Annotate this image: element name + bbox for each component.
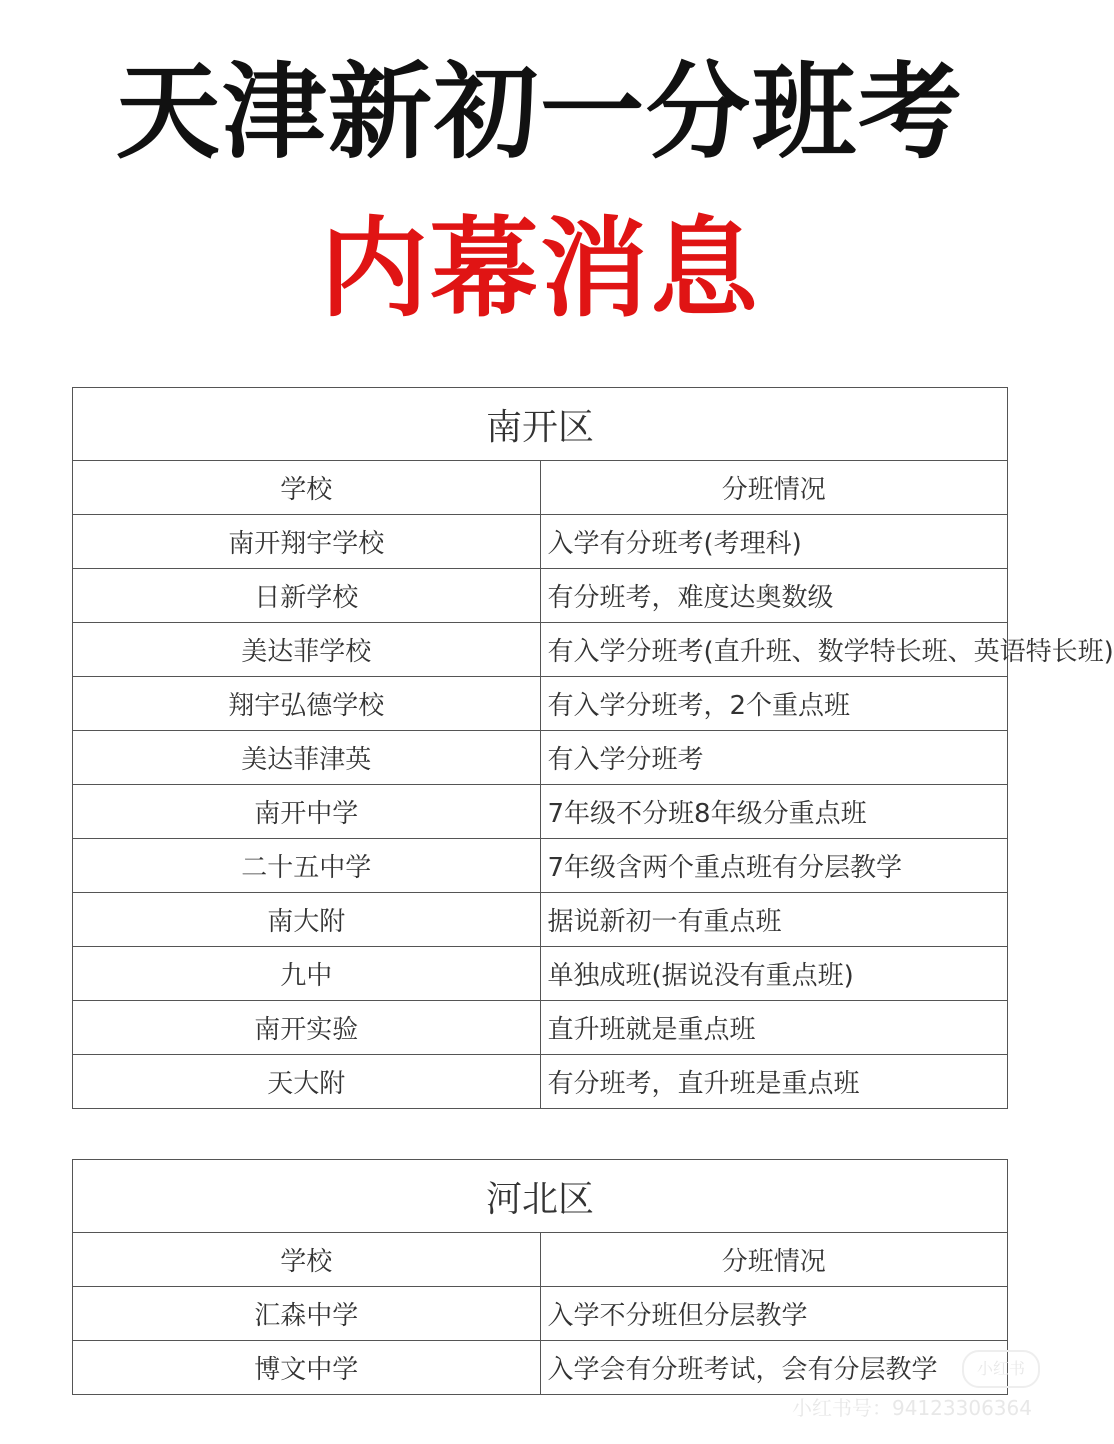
school-cell: 天大附 (73, 1055, 541, 1109)
info-cell: 直升班就是重点班 (540, 1001, 1008, 1055)
info-cell: 据说新初一有重点班 (540, 893, 1008, 947)
info-cell: 入学不分班但分层教学 (540, 1287, 1008, 1341)
info-cell: 有入学分班考 (540, 731, 1008, 785)
district-table-nankai (72, 387, 1114, 1109)
school-cell: 日新学校 (73, 569, 541, 623)
table-row (73, 839, 1008, 893)
school-cell: 美达菲津英 (73, 731, 541, 785)
page-subtitle: 内幕消息 (319, 207, 760, 332)
info-cell: 7年级不分班8年级分重点班 (540, 785, 1008, 839)
info-cell: 单独成班(据说没有重点班) (540, 947, 1008, 1001)
column-header-info: 分班情况 (540, 461, 1008, 515)
table-row (73, 1287, 1008, 1341)
school-cell: 汇森中学 (73, 1287, 541, 1341)
district-name: 河北区 (73, 1160, 1008, 1233)
column-header-school: 学校 (73, 461, 541, 515)
school-cell: 美达菲学校 (73, 623, 541, 677)
table-row (73, 785, 1008, 839)
info-cell: 有分班考，难度达奥数级 (540, 569, 1008, 623)
info-cell: 有入学分班考(直升班、数学特长班、英语特长班) (540, 623, 1008, 677)
column-header-info: 分班情况 (540, 1233, 1008, 1287)
watermark-logo: 小红书 (962, 1350, 1040, 1388)
table-row (73, 731, 1008, 785)
table-row (73, 515, 1008, 569)
table-row (73, 947, 1008, 1001)
info-cell: 入学会有分班考试，会有分层教学 (540, 1341, 1008, 1395)
table-row (73, 623, 1008, 677)
school-cell: 南大附 (73, 893, 541, 947)
table-row (73, 1341, 1008, 1395)
watermark-id: 小红书号：941233063​64 (792, 1396, 1032, 1420)
table-row (73, 677, 1008, 731)
info-cell: 有分班考，直升班是重点班 (540, 1055, 1008, 1109)
table-row (73, 1001, 1008, 1055)
info-cell: 入学有分班考(考理科) (540, 515, 1008, 569)
table-row (73, 1055, 1008, 1109)
school-cell: 南开中学 (73, 785, 541, 839)
info-cell: 7年级含两个重点班有分层教学 (540, 839, 1008, 893)
column-header-school: 学校 (73, 1233, 541, 1287)
school-cell: 二十五中学 (73, 839, 541, 893)
school-cell: 翔宇弘德学校 (73, 677, 541, 731)
school-cell: 南开实验 (73, 1001, 541, 1055)
page-title: 天津新初一分班考 (115, 51, 964, 173)
district-table-hebei (72, 1159, 1008, 1395)
table-row (73, 569, 1008, 623)
school-cell: 南开翔宇学校 (73, 515, 541, 569)
school-cell: 博文中学 (73, 1341, 541, 1395)
district-name: 南开区 (73, 388, 1008, 461)
info-cell: 有入学分班考，2个重点班 (540, 677, 1008, 731)
school-cell: 九中 (73, 947, 541, 1001)
table-row (73, 893, 1008, 947)
